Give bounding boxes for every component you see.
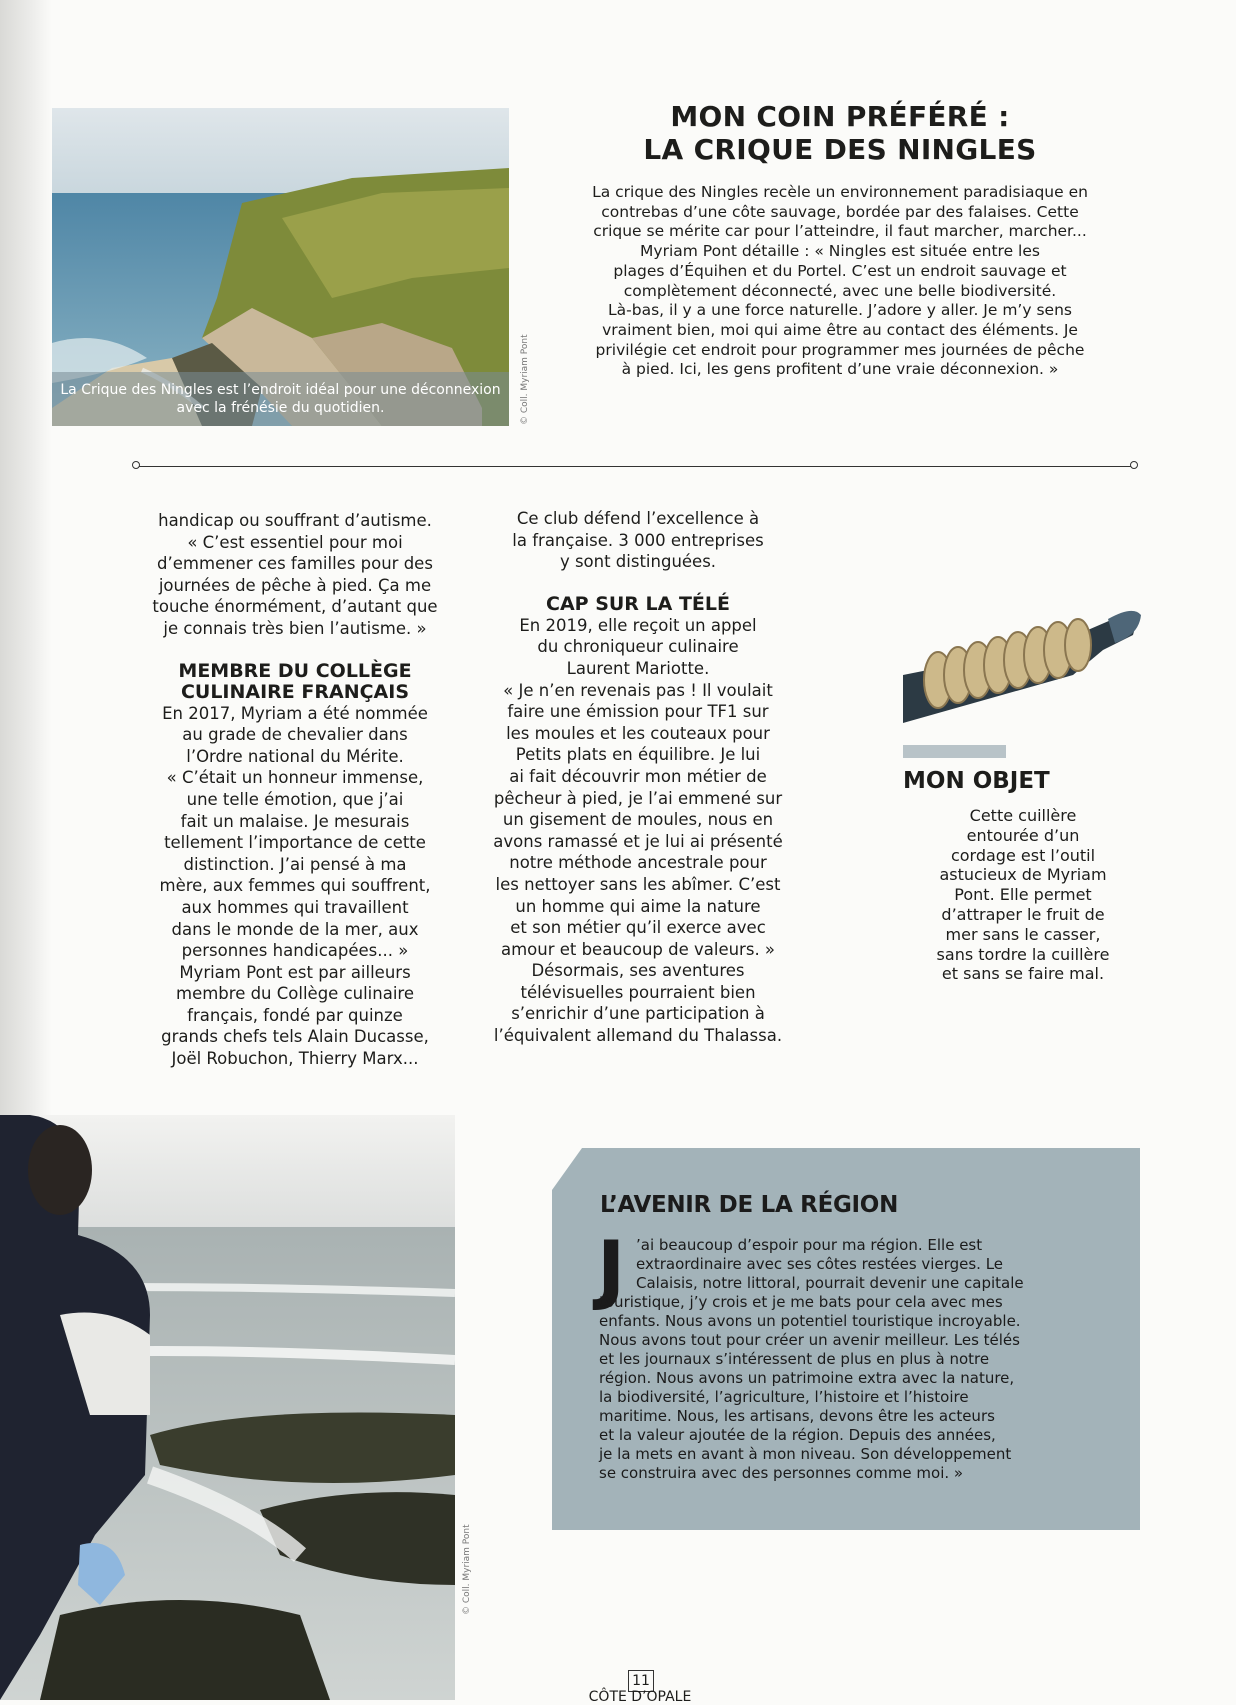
body-line: télévisuelles pourraient bien (520, 982, 756, 1002)
body-line: un gisement de moules, nous en (502, 810, 774, 830)
body-line: Désormais, ses aventures (531, 961, 745, 981)
body-line: distinction. J’ai pensé à ma (183, 854, 407, 874)
page-number: 11 (628, 1670, 654, 1692)
body-line: d’attraper le fruit de (941, 904, 1105, 924)
body-line: extraordinaire avec ses côtes restées vierges. Le (636, 1255, 1004, 1273)
body-line: Joël Robuchon, Thierry Marx... (171, 1049, 419, 1069)
body-line: au grade de chevalier dans (182, 725, 408, 745)
body-line: membre du Collège culinaire (176, 984, 414, 1004)
title-line: LA CRIQUE DES NINGLES (643, 133, 1037, 166)
title-line: MON COIN PRÉFÉRÉ : (670, 100, 1010, 133)
body-line: privilégie cet endroit pour programmer mes journées de pêche (595, 340, 1085, 359)
photo-credit: © Coll. Myriam Pont (462, 1524, 472, 1615)
body-line: français, fondé par quinze (187, 1005, 403, 1025)
body-line: à pied. Ici, les gens profitent d’une vraie déconnexion. » (621, 360, 1059, 379)
body-line: Myriam Pont détaille : « Ningles est située entre les (640, 242, 1040, 261)
divider-line (137, 466, 1134, 467)
body-line: plages d’Équihen et du Portel. C’est un endroit sauvage et (613, 261, 1067, 280)
body-line: l’Ordre national du Mérite. (186, 746, 404, 766)
body-line: Myriam Pont est par ailleurs (179, 962, 411, 982)
body-line: Pont. Elle permet (954, 885, 1092, 905)
subheading: CAP SUR LA TÉLÉ (546, 592, 730, 615)
body-line: ’ai beaucoup d’espoir pour ma région. Elle est (636, 1236, 983, 1254)
body-line: journées de pêche à pied. Ça me (158, 575, 432, 595)
body-line: et la valeur ajoutée de la région. Depuis des années, (599, 1426, 996, 1444)
photo-caption: La Crique des Ningles est l’endroit idéal pour une déconnexion avec la frénésie du quotidien. (52, 372, 509, 426)
objet-body (918, 806, 1128, 984)
body-line: et les journaux s’intéressent de plus en plus à notre (599, 1350, 990, 1368)
body-line: handicap ou souffrant d’autisme. (158, 511, 432, 530)
body-line: Ce club défend l’excellence à (516, 509, 760, 528)
body-line: tellement l’importance de cette (164, 833, 426, 853)
body-line: un homme qui aime la nature (515, 896, 761, 916)
body-line: et son métier qu’il exerce avec (510, 918, 766, 938)
body-line: astucieux de Myriam (939, 865, 1107, 885)
avenir-title: L’AVENIR DE LA RÉGION (600, 1192, 899, 1218)
body-line: fait un malaise. Je mesurais (180, 811, 410, 831)
body-line: En 2019, elle reçoit un appel (519, 615, 757, 635)
body-line: maritime. Nous, les artisans, devons être les acteurs (599, 1407, 995, 1425)
body-line: la française. 3 000 entreprises (512, 530, 764, 550)
body-line: Laurent Mariotte. (566, 658, 710, 678)
body-line: je la mets en avant à mon niveau. Son développement (599, 1445, 1012, 1463)
body-line: personnes handicapées... » (181, 941, 409, 961)
body-line: s’enrichir d’une participation à (511, 1004, 765, 1024)
body-line: du chroniqueur culinaire (537, 637, 739, 657)
body-line: cordage est l’outil (950, 845, 1096, 865)
body-line: crique se mérite car pour l’atteindre, il faut marcher, marcher... (593, 222, 1087, 241)
body-line: l’équivalent allemand du Thalassa. (493, 1026, 783, 1046)
coin-body (555, 183, 1125, 380)
body-line: Nous avons tout pour créer un avenir meilleur. Les télés (599, 1331, 1020, 1349)
body-line: enfants. Nous avons un potentiel touristique incroyable. (599, 1312, 1021, 1330)
body-line: d’emmener ces familles pour des (157, 554, 433, 574)
section-title (540, 100, 1140, 166)
column-1 (132, 510, 458, 1070)
body-line: et sans se faire mal. (941, 964, 1105, 984)
spoon-tool-image (903, 605, 1143, 730)
divider-end-dot (132, 461, 140, 469)
body-line: les nettoyer sans les abîmer. C’est (495, 874, 781, 894)
body-line: notre méthode ancestrale pour (509, 853, 767, 873)
body-line: Calaisis, notre littoral, pourrait devenir une capitale (636, 1274, 1024, 1292)
body-line: une telle émotion, que j’ai (186, 789, 404, 809)
body-line: En 2017, Myriam a été nommée (162, 703, 428, 723)
objet-title: MON OBJET (903, 768, 1050, 794)
body-line: région. Nous avons un patrimoine extra avec la nature, (599, 1369, 1015, 1387)
body-line: mère, aux femmes qui souffrent, (159, 876, 431, 896)
drop-cap: J (597, 1224, 626, 1313)
body-line: « C’est essentiel pour moi (187, 532, 403, 552)
body-line: sans tordre la cuillère (936, 944, 1110, 964)
body-line: y sont distinguées. (559, 552, 717, 572)
body-line: Là-bas, il y a une force naturelle. J’adore y aller. Je m’y sens (608, 301, 1072, 320)
body-line: se construira avec des personnes comme moi. » (599, 1464, 964, 1482)
body-line: vraiment bien, moi qui aime être au contact des éléments. Je (602, 320, 1078, 339)
body-line: La crique des Ningles recèle un environnement paradisiaque en (592, 183, 1088, 201)
subheading-line: CULINAIRE FRANÇAIS (180, 680, 410, 703)
body-line: « Je n’en revenais pas ! Il voulait (503, 680, 773, 700)
body-line: les moules et les couteaux pour (506, 723, 770, 743)
body-line: contrebas d’une côte sauvage, bordée par des falaises. Cette (601, 202, 1079, 221)
body-line: dans le monde de la mer, aux (171, 919, 419, 939)
accent-bar (903, 745, 1006, 758)
body-line: ai fait découvrir mon métier de (509, 766, 767, 786)
body-line: « C’était un honneur immense, (166, 768, 424, 788)
body-line: mer sans le casser, (945, 924, 1101, 944)
body-line: grands chefs tels Alain Ducasse, (161, 1027, 429, 1047)
body-line: Petits plats en équilibre. Je lui (515, 745, 761, 765)
body-line: amour et beaucoup de valeurs. » (500, 939, 776, 959)
column-2 (470, 508, 806, 1047)
body-line: touristique, j’y crois et je me bats pour cela avec mes (599, 1293, 1003, 1311)
body-line: je connais très bien l’autisme. » (163, 618, 427, 638)
fisherman-photo (0, 1115, 455, 1700)
body-line: complètement déconnecté, avec une belle biodiversité. (623, 281, 1057, 300)
body-line: Cette cuillère (969, 806, 1077, 825)
body-line: la biodiversité, l’agriculture, l’histoire et l’histoire (599, 1388, 969, 1406)
divider-end-dot (1130, 461, 1138, 469)
body-line: pêcheur à pied, je l’ai emmené sur (493, 788, 783, 808)
body-line: entourée d’un (966, 825, 1080, 845)
body-line: faire une émission pour TF1 sur (507, 702, 769, 722)
subheading-line: MEMBRE DU COLLÈGE (178, 659, 412, 682)
photo-credit: © Coll. Myriam Pont (520, 334, 530, 425)
body-line: avons ramassé et je lui ai présenté (493, 831, 783, 851)
body-line: aux hommes qui travaillent (181, 897, 409, 917)
body-line: touche énormément, d’autant que (152, 597, 438, 617)
subheading (132, 661, 458, 703)
magazine-label: CÔTE D’OPALE (588, 1689, 692, 1705)
